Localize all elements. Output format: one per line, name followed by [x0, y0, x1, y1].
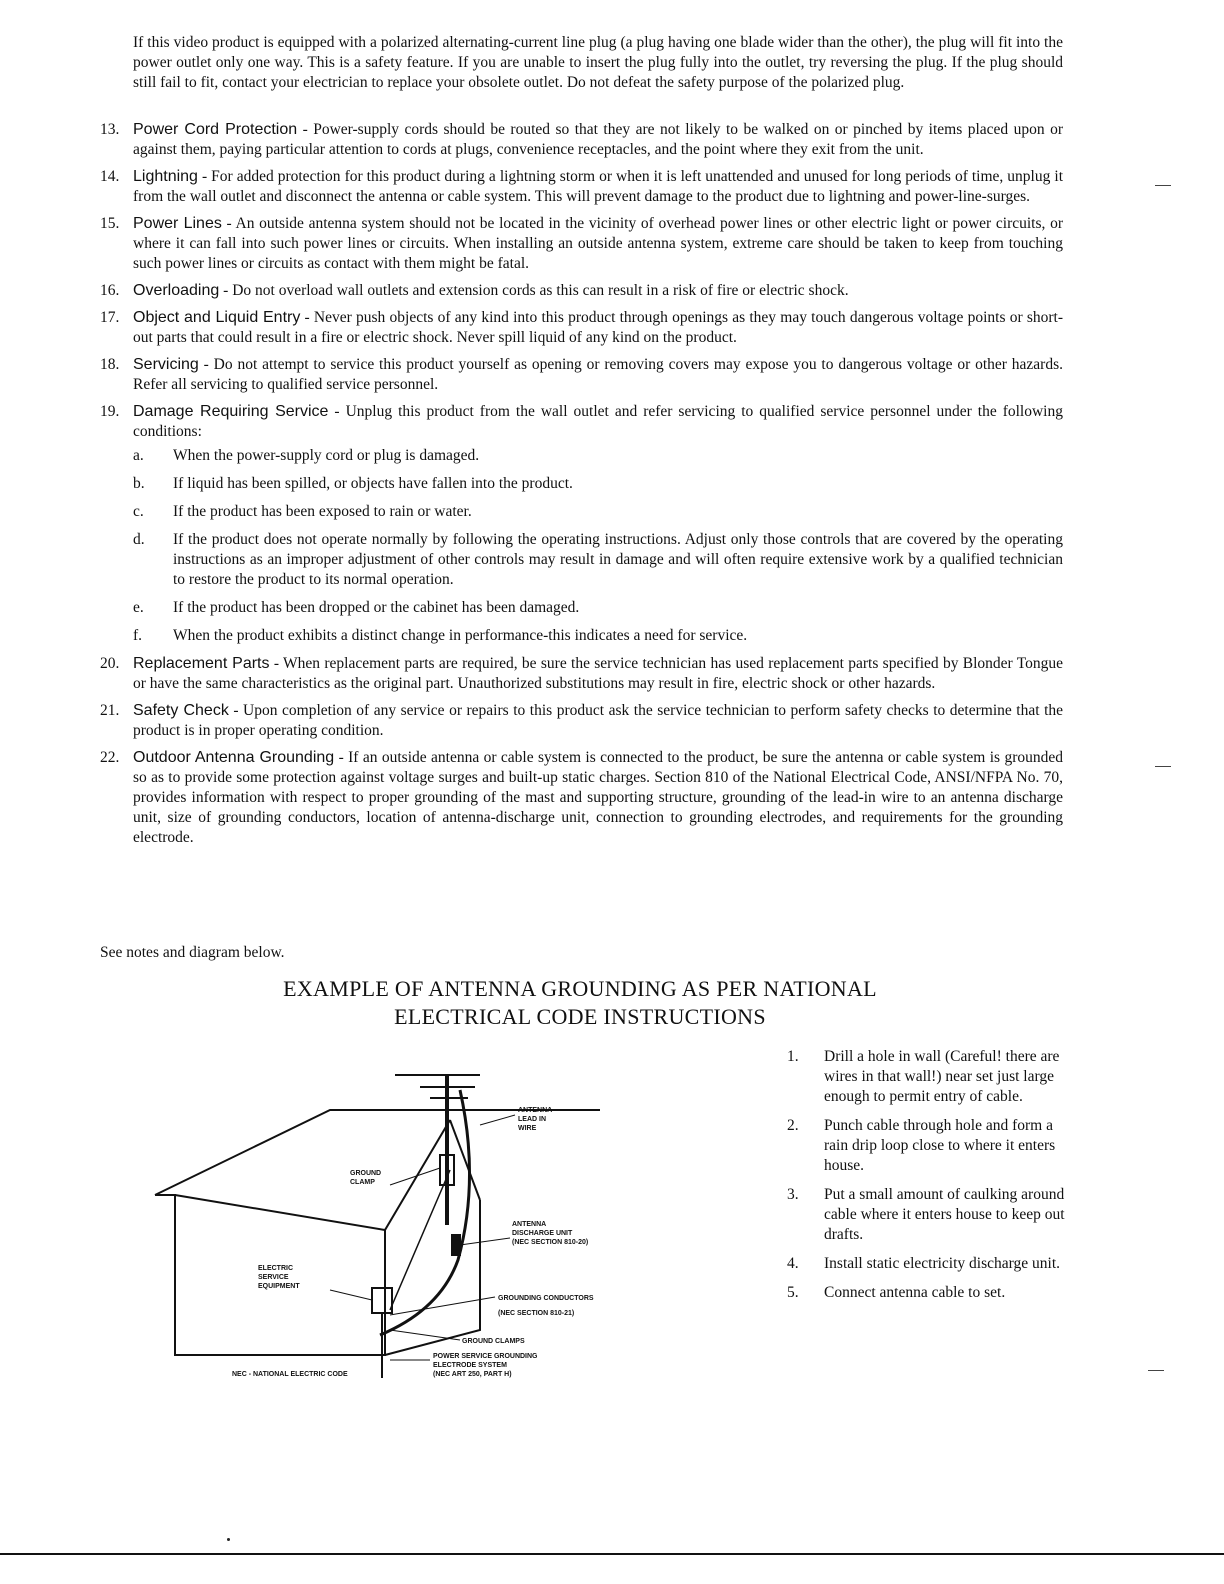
- callout-line: [480, 1115, 515, 1125]
- item-text: - For added protection for this product during a lightning storm or when it is left unattended and unused for long periods of time, unplug it from the wall outlet and disconnect the antenna or cable system. This will prevent damage to the product due to lightning and power-line-surges.: [133, 168, 1063, 205]
- condition-text: When the product exhibits a distinct change in performance-this indicates a need for service.: [173, 627, 748, 644]
- item-text: - Unplug this product from the wall outlet and refer servicing to qualified service personnel under the following conditions:: [133, 403, 1063, 440]
- condition-text: If the product does not operate normally by following the operating instructions. Adjust only those controls that are covered by the operating instructions as an improper adjustment of other controls may result in damage and will often require extensive work by a qualified technician to restore the product to its normal operation.: [173, 531, 1063, 588]
- step-number: 1.: [787, 1048, 799, 1065]
- margin-mark: [1155, 766, 1171, 767]
- item-number: 14.: [100, 168, 120, 185]
- condition-letter: d.: [133, 531, 145, 548]
- item-title: Lightning: [133, 168, 198, 185]
- step-text: Drill a hole in wall (Careful! there are wires in that wall!) near set just large enough to permit entry of cable.: [824, 1048, 1060, 1105]
- item-number: 15.: [100, 215, 120, 232]
- item-title: Safety Check: [133, 702, 229, 719]
- step-item: [787, 1283, 1067, 1303]
- label-grounding-conductors: GROUNDING CONDUCTORS: [498, 1295, 594, 1302]
- condition-item: [133, 474, 1063, 494]
- electric-service-box: [372, 1288, 392, 1313]
- safety-item: [100, 214, 1063, 274]
- safety-item: [100, 120, 1063, 160]
- safety-items-list: [100, 120, 1063, 855]
- item-text: - When replacement parts are required, be sure the service technician has used replacement parts specified by Blonder Tongue or have the same characteristics as the original part. Unauthorized substitutions may result in fire, electric shock or other hazards.: [133, 655, 1064, 692]
- condition-item: [133, 530, 1063, 590]
- label-power-service: POWER SERVICE GROUNDING: [433, 1353, 538, 1360]
- item-title: Damage Requiring Service: [133, 403, 329, 420]
- item-title: Replacement Parts: [133, 655, 270, 672]
- page-bottom-rule: [0, 1553, 1224, 1555]
- item-title: Overloading: [133, 282, 220, 299]
- label-discharge-unit: ANTENNA: [512, 1221, 547, 1228]
- item-title: Power Cord Protection: [133, 121, 298, 138]
- label-power-service: (NEC ART 250, PART H): [433, 1371, 512, 1378]
- step-text: Put a small amount of caulking around cable where it enters house to keep out drafts.: [824, 1186, 1065, 1243]
- item-text: - Never push objects of any kind into this product through openings as they may touch dangerous voltage points or short-out parts that could result in a fire or electric shock. Never spill liquid of any kind on the product.: [133, 309, 1063, 346]
- item-text: - Upon completion of any service or repairs to this product ask the service technician to perform safety checks to determine that the product is in proper operating condition.: [133, 702, 1063, 739]
- item-number: 19.: [100, 403, 120, 420]
- condition-item: [133, 626, 1063, 646]
- item-text: - Do not attempt to service this product yourself as opening or removing covers may expose you to dangerous voltage or other hazards. Refer all servicing to qualified service personnel.: [133, 356, 1063, 393]
- label-nec: NEC - NATIONAL ELECTRIC CODE: [232, 1371, 348, 1378]
- roof-edge: [175, 1120, 450, 1230]
- step-item: [787, 1047, 1067, 1107]
- item-title: Object and Liquid Entry: [133, 309, 301, 326]
- step-number: 5.: [787, 1284, 799, 1301]
- step-number: 3.: [787, 1186, 799, 1203]
- heading-line: ELECTRICAL CODE INSTRUCTIONS: [394, 1004, 766, 1029]
- item-text: - An outside antenna system should not be located in the vicinity of overhead power lines or other electric light or power circuits, or where it can fall into such power lines or circuits. When installing an outside antenna system, extreme care should be taken to keep from touching such power lines or circuits as contact with them might be fatal.: [133, 215, 1063, 272]
- antenna-grounding-diagram: [150, 1060, 710, 1400]
- step-number: 4.: [787, 1255, 799, 1272]
- heading-line: EXAMPLE OF ANTENNA GROUNDING AS PER NATIONAL: [283, 976, 877, 1001]
- safety-item: [100, 355, 1063, 395]
- condition-item: [133, 502, 1063, 522]
- condition-letter: b.: [133, 475, 145, 492]
- callout-line: [330, 1290, 372, 1300]
- label-ground-clamp: GROUND: [350, 1170, 382, 1177]
- condition-item: [133, 446, 1063, 466]
- see-notes-text: See notes and diagram below.: [100, 944, 285, 961]
- callout-line: [390, 1168, 440, 1185]
- discharge-unit: [452, 1235, 460, 1255]
- condition-text: If liquid has been spilled, or objects have fallen into the product.: [173, 475, 573, 492]
- safety-item: [100, 308, 1063, 348]
- label-electric-service: EQUIPMENT: [258, 1283, 300, 1290]
- label-electric-service: ELECTRIC: [258, 1265, 293, 1272]
- item-number: 13.: [100, 121, 120, 138]
- step-item: [787, 1254, 1067, 1274]
- damage-conditions-list: [133, 446, 1063, 646]
- safety-item: [100, 402, 1063, 646]
- installation-steps: [787, 1047, 1067, 1312]
- label-discharge-unit: (NEC SECTION 810-20): [512, 1239, 589, 1246]
- item-text: - Do not overload wall outlets and extension cords as this can result in a risk of fire or electric shock.: [219, 282, 849, 299]
- label-ground-clamps: GROUND CLAMPS: [462, 1338, 525, 1345]
- item-text: - Power-supply cords should be routed so that they are not likely to be walked on or pinched by items placed upon or against them, paying particular attention to cords at plugs, convenience receptacles, and the point where they exit from the unit.: [133, 121, 1063, 158]
- safety-item: [100, 167, 1063, 207]
- condition-text: If the product has been exposed to rain or water.: [173, 503, 472, 520]
- step-number: 2.: [787, 1117, 799, 1134]
- step-item: [787, 1116, 1067, 1176]
- margin-mark: [1148, 1370, 1164, 1371]
- item-number: 16.: [100, 282, 120, 299]
- scan-speck: [227, 1538, 230, 1541]
- item-number: 22.: [100, 749, 120, 766]
- label-antenna-lead: ANTENNA: [518, 1107, 553, 1114]
- label-discharge-unit: DISCHARGE UNIT: [512, 1230, 573, 1237]
- label-grounding-conductors: (NEC SECTION 810-21): [498, 1310, 575, 1317]
- item-title: Outdoor Antenna Grounding: [133, 749, 335, 766]
- polarized-plug-paragraph: If this video product is equipped with a polarized alternating-current line plug (a plug having one blade wider than the other), the plug will fit into the power outlet only one way. This is a safety feature. If you are unable to insert the plug fully into the outlet, try reversing the plug. If the plug should still fail to fit, contact your electrician to replace your obsolete outlet. Do not defeat the safety purpose of the polarized plug.: [133, 34, 1063, 91]
- callout-line: [390, 1330, 460, 1340]
- safety-item: [100, 701, 1063, 741]
- step-text: Connect antenna cable to set.: [824, 1284, 1006, 1301]
- lead-in-wire: [380, 1090, 470, 1335]
- condition-text: If the product has been dropped or the cabinet has been damaged.: [173, 599, 580, 616]
- item-number: 18.: [100, 356, 120, 373]
- item-number: 17.: [100, 309, 120, 326]
- label-antenna-lead: LEAD IN: [518, 1116, 546, 1123]
- condition-letter: e.: [133, 599, 144, 616]
- item-title: Power Lines: [133, 215, 222, 232]
- step-text: Install static electricity discharge unit.: [824, 1255, 1061, 1272]
- condition-letter: f.: [133, 627, 143, 644]
- label-ground-clamp: CLAMP: [350, 1179, 375, 1186]
- item-number: 20.: [100, 655, 120, 672]
- diagram-heading: [200, 975, 960, 1031]
- condition-item: [133, 598, 1063, 618]
- label-antenna-lead: WIRE: [518, 1125, 537, 1132]
- item-number: 21.: [100, 702, 120, 719]
- label-electric-service: SERVICE: [258, 1274, 289, 1281]
- step-text: Punch cable through hole and form a rain drip loop close to where it enters house.: [824, 1117, 1056, 1174]
- margin-mark: [1155, 185, 1171, 186]
- item-text: - If an outside antenna or cable system is connected to the product, be sure the antenna or cable system is grounded so as to provide some protection against voltage surges and built-up static charges. Section 810 of the National Electrical Code, ANSI/NFPA No. 70, provides information with respect to proper grounding of the mast and supporting structure, grounding of the lead-in wire to an antenna discharge unit, size of grounding conductors, location of antenna-discharge unit, connection to grounding electrodes, and requirements for the grounding electrode.: [133, 749, 1063, 846]
- step-item: [787, 1185, 1067, 1245]
- condition-text: When the power-supply cord or plug is damaged.: [173, 447, 480, 464]
- safety-item: [100, 281, 1063, 301]
- condition-letter: c.: [133, 503, 144, 520]
- callout-line: [460, 1238, 510, 1245]
- condition-letter: a.: [133, 447, 144, 464]
- safety-item: [100, 654, 1063, 694]
- label-power-service: ELECTRODE SYSTEM: [433, 1362, 507, 1369]
- safety-item: [100, 748, 1063, 848]
- item-title: Servicing: [133, 356, 199, 373]
